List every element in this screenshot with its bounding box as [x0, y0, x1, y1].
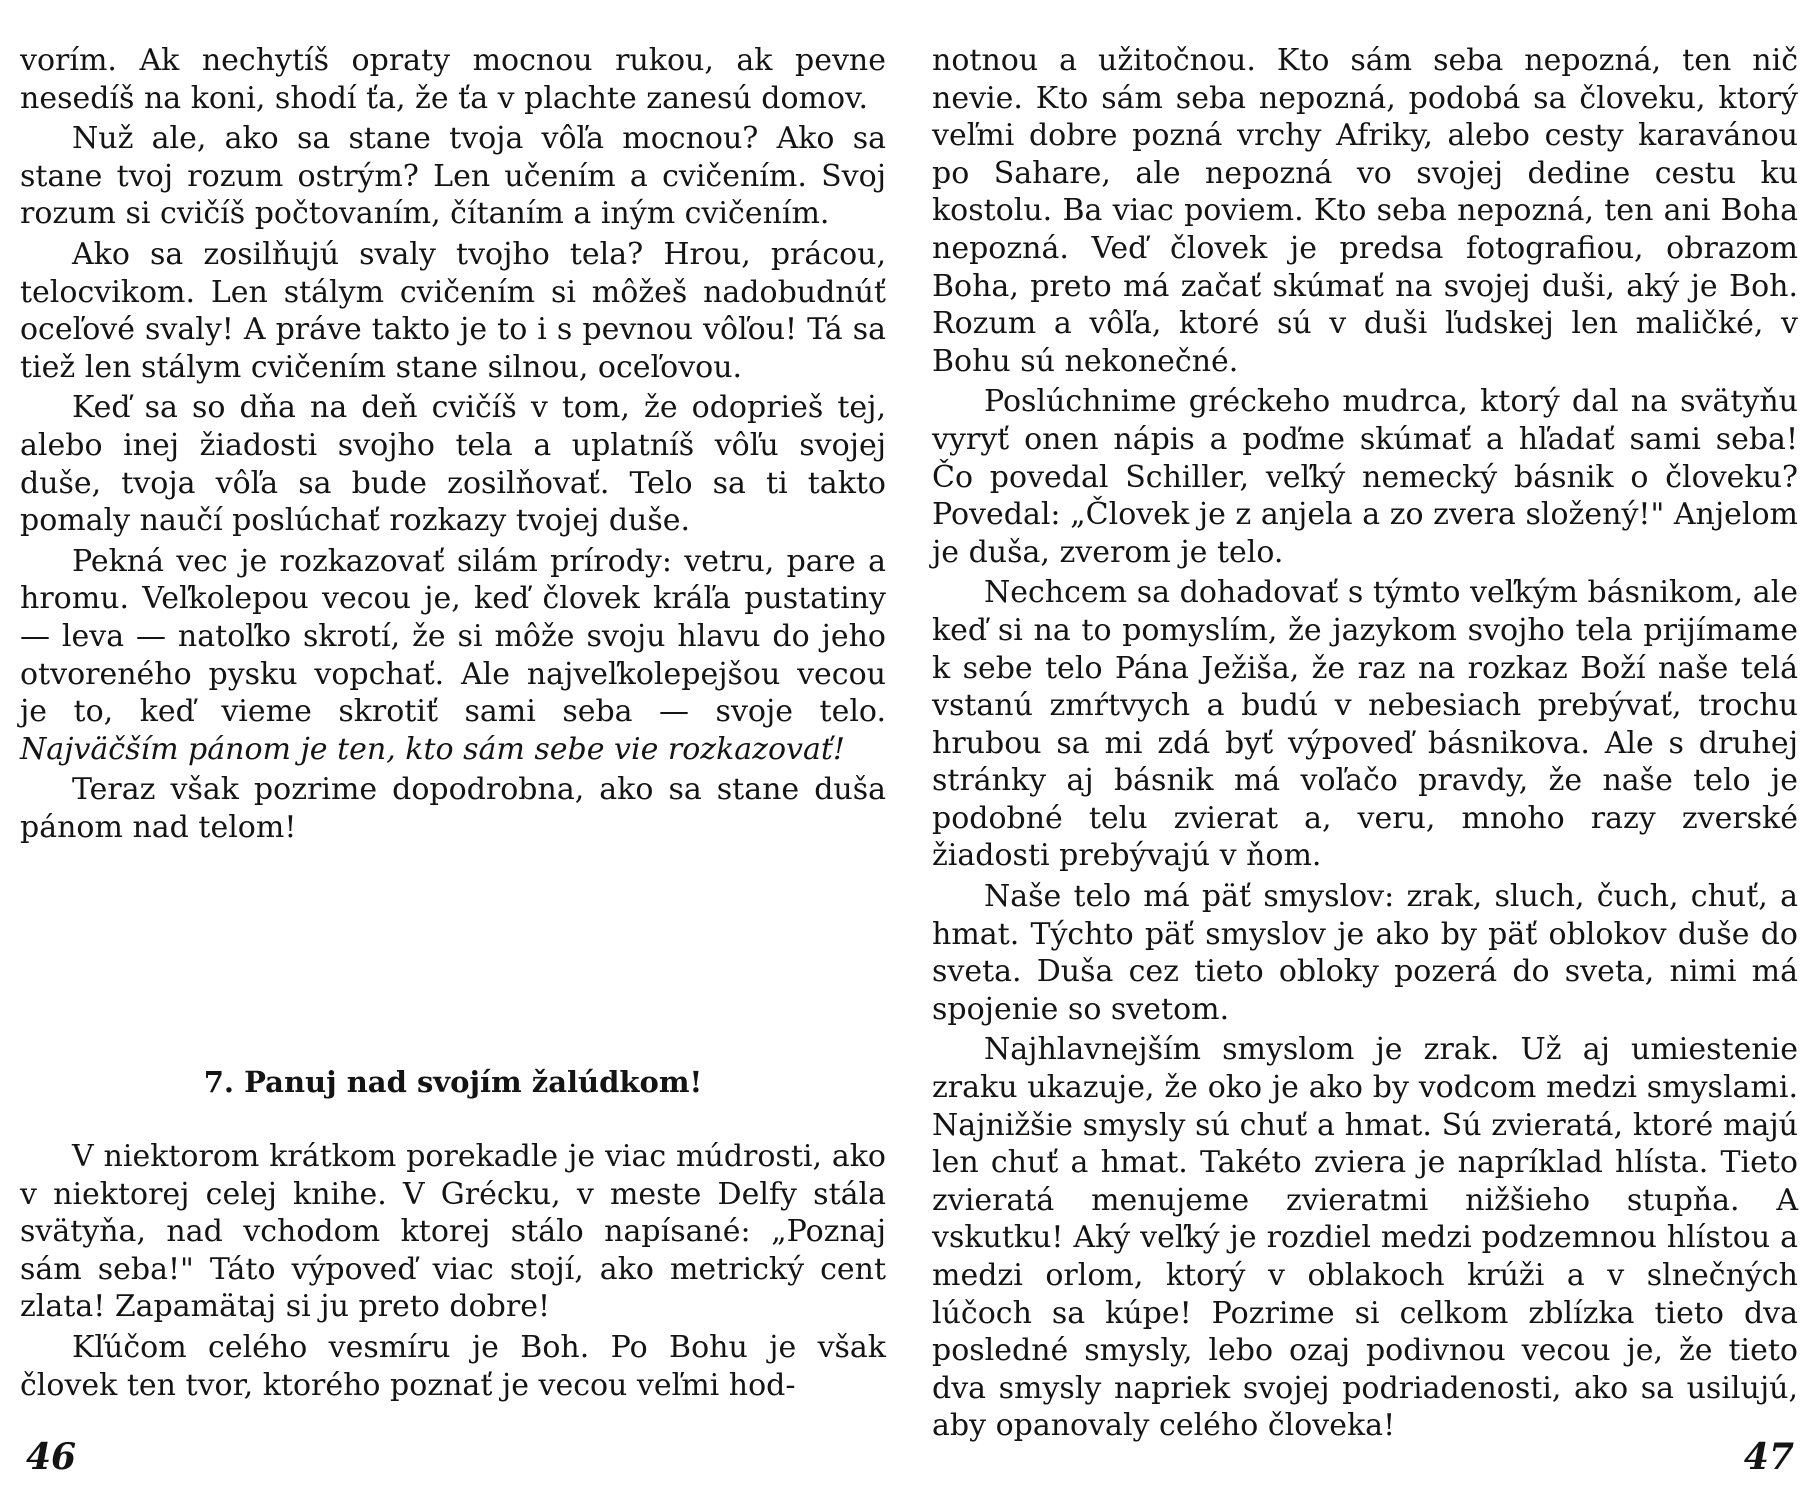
paragraph: Poslúchnime gréckeho mudrca, ktorý dal na svätyňu vyryť onen nápis a poďme skúmať a hľadať sami seba! Čo povedal Schiller, veľký nemecký básnik o človeku? Povedal: „Človek je z anjela a zo zvera složený!" Anjelom je duša, zverom je telo. — [932, 384, 1798, 570]
paragraph: Ako sa zosilňujú svaly tvojho tela? Hrou, prácou, telocvikom. Len stálym cvičením si môžeš nadobudnúť oceľové svaly! A práve takto je to i s pevnou vôľou! Tá sa tiež len stálym cvičením stane silnou, oceľovou. — [20, 236, 886, 385]
paragraph: Najhlavnejším smyslom je zrak. Už aj umiestenie zraku ukazuje, že oko je ako by vodcom medzi smyslami. Najnižšie smysly sú chuť a hmat. Sú zvieratá, ktoré majú len chuť a hmat. Takéto zviera je napríklad hlísta. Tieto zvieratá menujeme zvieratmi nižšieho stupňa. A vskutku! Aký veľký je rozdiel medzi podzemnou hlístou a medzi orlom, ktorý v oblakoch krúži a v slnečných lúčoch sa kúpe! Pozrime si celkom zblízka tieto dva posledné smysly, lebo ozaj podivnou vecou je, že tieto dva smysly napriek svojej podriadenosti, ako sa usilujú, aby opanovaly celého človeka! — [932, 1032, 1798, 1444]
paragraph-text: Pekná vec je rozkazovať silám prírody: vetru, pare a hromu. Veľkolepou vecou je, keď človek kráľa pustatiny — leva — natoľko skrotí, že si môže svoju hlavu do jeho otvoreného pysku vopchať. Ale najveľkolepejšou vecou je to, keď vieme skrotiť sami seba — svoje telo. — [20, 543, 886, 730]
paragraph: Nechcem sa dohadovať s týmto veľkým básnikom, ale keď si na to pomyslím, že jazykom svojho tela prijímame k sebe telo Pána Ježiša, že raz na rozkaz Boží naše telá vstanú zmŕtvych a budú v nebesiach prebývať, trochu hrubou sa mi zdá byť výpoveď básnikova. Ale s druhej stránky aj básnik má voľačo pravdy, že naše telo je podobné telu zvierat a, veru, mnoho razy zverské žiadosti prebývajú v ňom. — [932, 575, 1798, 874]
left-page — [20, 0, 890, 1500]
paragraph: Naše telo má päť smyslov: zrak, sluch, čuch, chuť, a hmat. Týchto päť smyslov je ako by päť oblokov duše do sveta. Duša cez tieto obloky pozerá do sveta, nimi má spojenie so svetom. — [932, 879, 1798, 1027]
right-page-text — [932, 42, 1798, 1448]
paragraph: Kľúčom celého vesmíru je Boh. Po Bohu je však človek ten tvor, ktorého poznať je vecou veľmi hod- — [20, 1329, 886, 1403]
page-number: 46 — [26, 1436, 77, 1478]
page-number: 47 — [1743, 1436, 1794, 1478]
paragraph: vorím. Ak nechytíš opraty mocnou rukou, ak pevne nesedíš na koni, shodí ťa, že ťa v plachte zanesú domov. — [20, 43, 886, 116]
left-page-text — [20, 42, 886, 849]
chapter-heading: 7. Panuj nad svojím žalúdkom! — [203, 1065, 703, 1099]
paragraph — [20, 543, 886, 769]
emphasized-sentence: Najväčším pánom je ten, kto sám sebe vie rozkazovať! — [20, 731, 845, 767]
paragraph: notnou a užitočnou. Kto sám seba nepozná, ten nič nevie. Kto sám seba nepozná, podobá sa človeku, ktorý veľmi dobre pozná vrchy Afriky, alebo cesty karavánou po Sahare, ale nepozná vo svojej dedine cestu ku kostolu. Ba viac poviem. Kto seba nepozná, ten ani Boha nepozná. Veď človek je predsa fotografiou, obrazom Boha, preto má začať skúmať na svojej duši, aký je Boh. Rozum a vôľa, ktoré sú v duši ľudskej len maličké, v Bohu sú nekonečné. — [932, 43, 1798, 379]
paragraph: Keď sa so dňa na deň cvičíš v tom, že odoprieš tej, alebo inej žiadosti svojho tela a uplatníš vôľu svojej duše, tvoja vôľa sa bude zosilňovať. Telo sa ti takto pomaly naučí poslúchať rozkazy tvojej duše. — [20, 390, 886, 539]
paragraph: V niektorom krátkom porekadle je viac múdrosti, ako v niektorej celej knihe. V Grécku, v meste Delfy stála svätyňa, nad vchodom ktorej stálo napísané: „Poznaj sám seba!" Táto výpoveď viac stojí, ako metrický cent zlata! Zapamätaj si ju preto dobre! — [20, 1139, 886, 1325]
chapter-text — [20, 1138, 886, 1407]
right-page — [932, 0, 1802, 1500]
paragraph: Teraz však pozrime dopodrobna, ako sa stane duša pánom nad telom! — [20, 772, 886, 845]
paragraph: Nuž ale, ako sa stane tvoja vôľa mocnou? Ako sa stane tvoj rozum ostrým? Len učením a cvičením. Svoj rozum si cvičíš počtovaním, čítaním a iným cvičením. — [20, 121, 886, 232]
